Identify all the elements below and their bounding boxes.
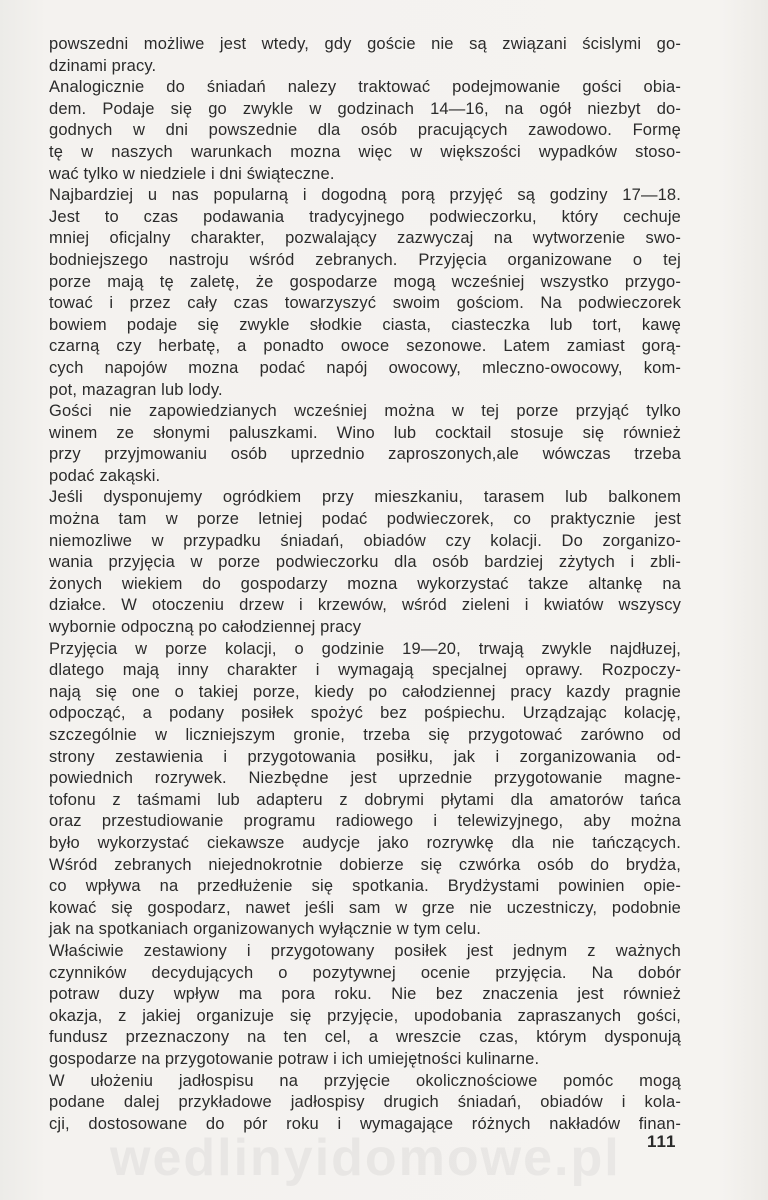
text-line: Przyjęcia w porze kolacji, o godzinie 19—20, trwają zwykle najdłuzej,: [49, 639, 681, 658]
text-line: W ułożeniu jadłospisu na przyjęcie okolicznościowe pomóc mogą: [49, 1071, 681, 1090]
text-line: wać tylko w niedziele i dni świąteczne.: [49, 164, 335, 183]
text-line: tofonu z taśmami lub adapteru z dobrymi płytami dla amatorów tańca: [49, 790, 681, 809]
text-line: nają się one o takiej porze, kiedy po całodziennej pracy kazdy pragnie: [49, 682, 681, 701]
page-number: 111: [647, 1132, 677, 1151]
text-line: dem. Podaje się go zwykle w godzinach 14—16, na ogół niezbyt do-: [49, 99, 681, 118]
text-line: co wpływa na przedłużenie się spotkania. Brydżystami powinien opie-: [49, 877, 681, 896]
text-line: Jeśli dysponujemy ogródkiem przy mieszkaniu, tarasem lub balkonem: [49, 488, 681, 507]
text-line: dlatego mają inny charakter i wymagają specjalnej oprawy. Rozpoczy-: [49, 661, 681, 680]
text-line: cych napojów mozna podać napój owocowy, mleczno-owocowy, kom-: [49, 358, 681, 377]
text-line: przy przyjmowaniu osób uprzednio zaproszonych,ale wówczas trzeba: [49, 445, 681, 464]
text-line: mniej oficjalny charakter, pozwalający zazwyczaj na wytworzenie swo-: [49, 229, 681, 248]
text-line: powszedni możliwe jest wtedy, gdy goście nie są związani ścislymi go-: [49, 35, 681, 53]
text-line: godnych w dni powszednie dla osób pracujących zawodowo. Formę: [49, 121, 681, 140]
text-line: tować i przez cały czas towarzyszyć swoim gościom. Na podwieczorek: [49, 294, 681, 313]
text-line: Wśród zebranych niejednokrotnie dobierze się czwórka osób do brydża,: [49, 855, 681, 874]
text-line: winem ze słonymi paluszkami. Wino lub cocktail stosuje się również: [49, 423, 681, 442]
text-line: bowiem podaje się zwykle słodkie ciasta, ciasteczka lub tort, kawę: [49, 315, 681, 334]
text-line: działce. W otoczeniu drzew i krzewów, wśród zieleni i kwiatów wszyscy: [49, 596, 681, 615]
text-line: czynników decydujących o pozytywnej ocenie przyjęcia. Na dobór: [49, 963, 681, 982]
text-line: Gości nie zapowiedzianych wcześniej można w tej porze przyjąć tylko: [49, 402, 681, 421]
text-line: podane dalej przykładowe jadłospisy drugich śniadań, obiadów i kola-: [49, 1093, 681, 1112]
text-line: cji, dostosowane do pór roku i wymagające różnych nakładów finan-: [49, 1114, 681, 1133]
text-line: potraw duzy wpływ ma pora roku. Nie bez znaczenia jest również: [49, 985, 681, 1004]
text-line: oraz przestudiowanie programu radiowego i telewizyjnego, aby można: [49, 812, 681, 831]
text-line: było wykorzystać ciekawsze audycje jako rozrywkę dla nie tańczących.: [49, 833, 681, 852]
text-line: tę w naszych warunkach mozna więc w większości wypadków stoso-: [49, 142, 681, 161]
body-text: [49, 34, 681, 1135]
text-line: dzinami pracy.: [49, 56, 157, 75]
text-line: Jest to czas podawania tradycyjnego podwieczorku, który cechuje: [49, 207, 681, 226]
text-line: pot, mazagran lub lody.: [49, 380, 223, 399]
text-line: szczególnie w liczniejszym gronie, trzeba się przygotować zarówno od: [49, 726, 681, 744]
text-line: fundusz przeznaczony na ten cel, a wreszcie czas, którym dysponują: [49, 1028, 681, 1047]
text-line: czarną czy herbatę, a ponadto owoce sezonowe. Latem zamiast gorą-: [49, 337, 681, 356]
text-line: wybornie odpoczną po całodziennej pracy: [49, 618, 362, 637]
text-line: żonych wiekiem do gospodarzy mozna wykorzystać takze altankę na: [49, 574, 681, 593]
text-line: Właściwie zestawiony i przygotowany posiłek jest jednym z ważnych: [49, 941, 681, 960]
text-line: bodniejszego nastroju wśród zebranych. Przyjęcia organizowane o tej: [49, 250, 681, 269]
text-line: Najbardziej u nas popularną i dogodną porą przyjęć są godziny 17—18.: [49, 186, 681, 205]
text-line: podać zakąski.: [49, 466, 161, 485]
watermark: wedlinyidomowe.pl: [110, 1129, 621, 1187]
text-line: odpocząć, a podany posiłek spożyć bez pośpiechu. Urządzając kolację,: [49, 704, 681, 723]
text-line: można tam w porze letniej podać podwieczorek, co praktycznie jest: [49, 510, 681, 529]
text-line: kować się gospodarz, nawet jeśli sam w grze nie uczestniczy, podobnie: [49, 898, 681, 917]
text-line: powiednich rozrywek. Niezbędne jest uprzednie przygotowanie magne-: [49, 769, 681, 788]
text-line: okazja, z jakiej organizuje się przyjęcie, upodobania zapraszanych gości,: [49, 1006, 681, 1025]
text-line: niemozliwe w przypadku śniadań, obiadów czy kolacji. Do zorganizo-: [49, 531, 681, 550]
text-line: strony zestawienia i przygotowania posiłku, jak i zorganizowania od-: [49, 747, 681, 766]
text-line: wania przyjęcia w porze podwieczorku dla osób bardziej zżytych i zbli-: [49, 553, 681, 572]
text-line: gospodarze na przygotowanie potraw i ich umiejętności kulinarne.: [49, 1049, 540, 1068]
text-line: Analogicznie do śniadań nalezy traktować podejmowanie gości obia-: [49, 78, 681, 97]
text-line: jak na spotkaniach organizowanych wyłącznie w tym celu.: [49, 920, 481, 939]
text-line: porze mają tę zaletę, że gospodarze mogą wcześniej wszystko przygo-: [49, 272, 681, 291]
